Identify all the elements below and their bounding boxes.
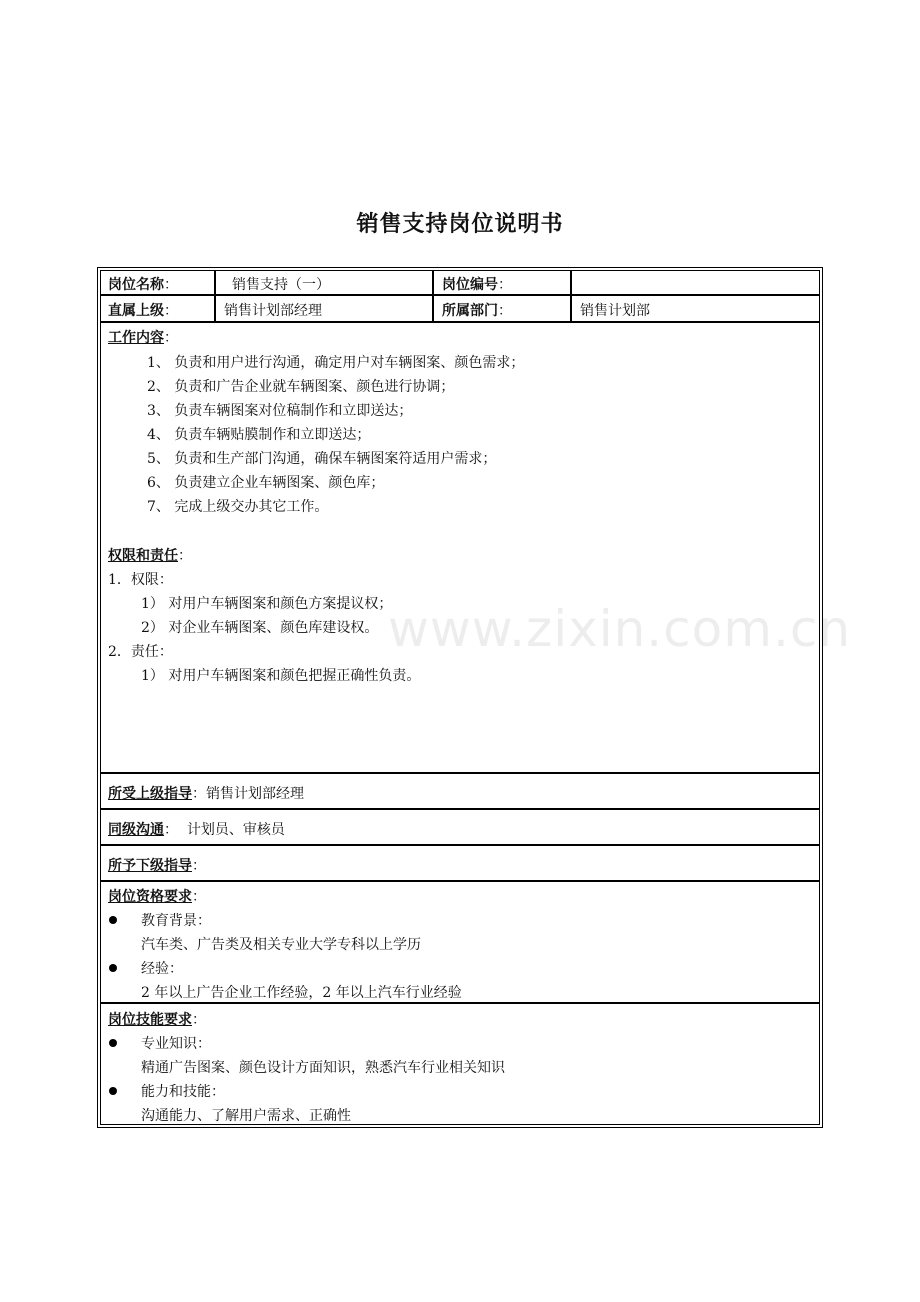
position-code-label-cell: 岗位编号： xyxy=(433,270,571,295)
subordinate-guidance-row: 所予下级指导： xyxy=(100,845,820,881)
skills-section: 岗位技能要求： 专业知识： 精通广告图案、颜色设计方面知识，熟悉汽车行业相关知识 能力和技能： 沟通能力、了解用户需求、正确性 xyxy=(100,1003,820,1125)
experience-value: 2 年以上广告企业工作经验，2 年以上汽车行业经验 xyxy=(141,985,462,1001)
direct-superior-value: 销售计划部经理 xyxy=(224,303,322,319)
department-label-cell: 所属部门： xyxy=(433,295,571,322)
duty-item: 6、 负责建立企业车辆图案、颜色库； xyxy=(147,475,385,491)
ability-value: 沟通能力、了解用户需求、正确性 xyxy=(141,1108,351,1124)
direct-superior-label: 直属上级 xyxy=(108,303,164,319)
subordinate-guidance-label: 所予下级指导 xyxy=(108,858,192,874)
peer-communication-value: 计划员、审核员 xyxy=(186,822,285,838)
duty-item: 1、 负责和用户进行沟通，确定用户对车辆图案、颜色需求； xyxy=(147,355,525,371)
supervision-received-value: 销售计划部经理 xyxy=(206,786,304,802)
experience-label: 经验： xyxy=(141,961,183,977)
education-value: 汽车类、广告类及相关专业大学专科以上学历 xyxy=(141,937,421,953)
position-name-label: 岗位名称 xyxy=(108,277,164,293)
document-title: 销售支持岗位说明书 xyxy=(356,212,564,237)
duty-item: 4、 负责车辆贴膜制作和立即送达； xyxy=(147,427,371,443)
rights-item: 2） 对企业车辆图案、颜色库建设权。 xyxy=(141,620,379,636)
authority-heading: 权限和责任 xyxy=(108,548,178,564)
duty-item: 7、 完成上级交办其它工作。 xyxy=(147,499,329,515)
direct-superior-label-cell: 直属上级： xyxy=(100,295,215,322)
position-code-label: 岗位编号 xyxy=(442,277,498,293)
education-label: 教育背景： xyxy=(141,913,211,929)
watermark: www.zixin.com.cn xyxy=(388,600,852,658)
rights-item: 1） 对用户车辆图案和颜色方案提议权； xyxy=(141,596,393,612)
bullet-icon xyxy=(109,1039,117,1047)
qualification-heading: 岗位资格要求 xyxy=(108,889,192,905)
department-value: 销售计划部 xyxy=(580,303,650,319)
ability-label: 能力和技能： xyxy=(141,1084,225,1100)
direct-superior-value-cell xyxy=(215,295,433,322)
qualification-section: 岗位资格要求： 教育背景： 汽车类、广告类及相关专业大学专科以上学历 经验： 2 年以上广告企业工作经验，2 年以上汽车行业经验 xyxy=(100,881,820,1003)
peer-communication-label: 同级沟通 xyxy=(108,822,164,838)
responsibility-item: 1） 对用户车辆图案和颜色把握正确性负责。 xyxy=(141,668,421,684)
position-name-value-cell xyxy=(215,270,433,295)
peer-communication-row: 同级沟通： 计划员、审核员 xyxy=(100,809,820,845)
duty-item: 3、 负责车辆图案对位稿制作和立即送达； xyxy=(147,403,413,419)
duties-heading: 工作内容 xyxy=(108,330,164,346)
duties-section: 工作内容： 1、 负责和用户进行沟通，确定用户对车辆图案、颜色需求； 2、 负责和广告企业就车辆图案、颜色进行协调； 3、 负责车辆图案对位稿制作和立即送达； 4、 负责车辆贴膜制作和立即送达； 5、 负责和生产部门沟通，确保车辆图案符适用户需求； 6、 负责建立企业车辆图案、颜色库； 7、 完成上级交办其它工作。 权限和责任： 1．权限： 1） 对用户车辆图案和颜色方案提议权； 2） 对企业车辆图案、颜色库建设权。 2．责任： 1） 对用户车辆图案和颜色把握正确性负责。 xyxy=(100,322,820,773)
knowledge-value: 精通广告图案、颜色设计方面知识，熟悉汽车行业相关知识 xyxy=(141,1060,505,1076)
position-name-value: 销售支持（一） xyxy=(232,277,330,293)
bullet-icon xyxy=(109,964,117,972)
duty-item: 2、 负责和广告企业就车辆图案、颜色进行协调； xyxy=(147,379,455,395)
position-code-value-cell xyxy=(571,270,820,295)
skills-heading: 岗位技能要求 xyxy=(108,1012,192,1028)
department-label: 所属部门 xyxy=(442,303,498,319)
position-name-label-cell: 岗位名称： xyxy=(100,270,215,295)
department-value-cell xyxy=(571,295,820,322)
bullet-icon xyxy=(109,916,117,924)
knowledge-label: 专业知识： xyxy=(141,1036,211,1052)
bullet-icon xyxy=(109,1087,117,1095)
responsibility-title: 2．责任： xyxy=(108,644,173,660)
supervision-received-label: 所受上级指导 xyxy=(108,786,192,802)
supervision-received-row: 所受上级指导：销售计划部经理 xyxy=(100,773,820,809)
rights-title: 1．权限： xyxy=(108,572,173,588)
duty-item: 5、 负责和生产部门沟通，确保车辆图案符适用户需求； xyxy=(147,451,497,467)
